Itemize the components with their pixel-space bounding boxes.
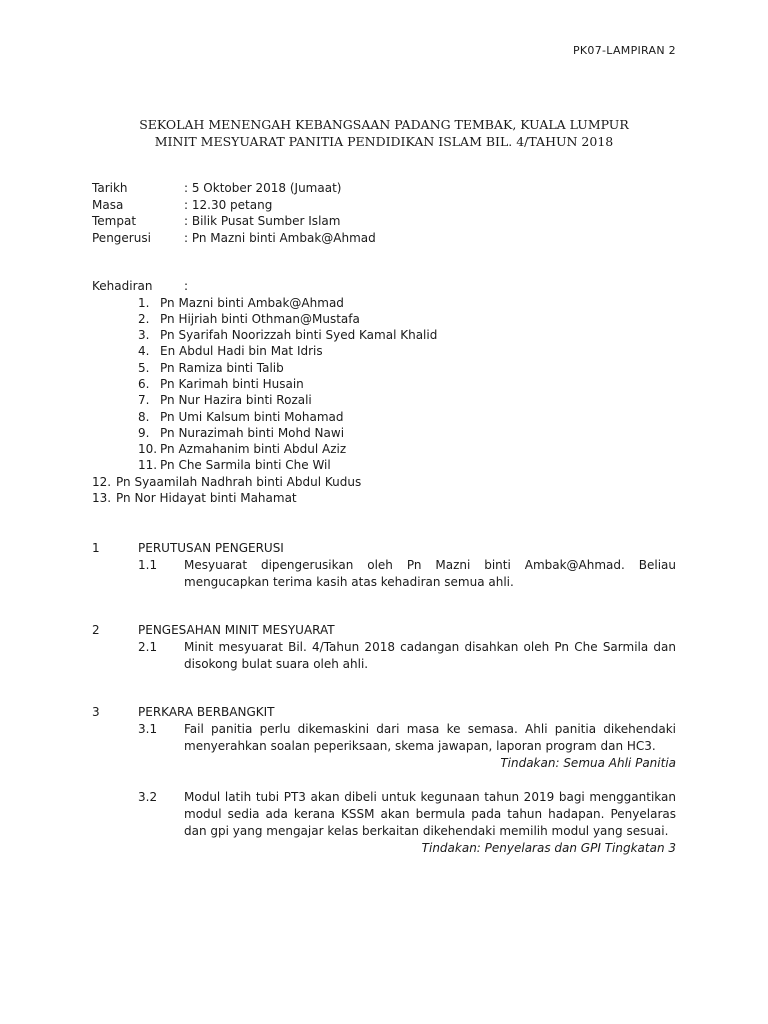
attendance-name: Pn Syaamilah Nadhrah binti Abdul Kudus	[116, 474, 362, 489]
attendance-number: 12.	[92, 474, 112, 489]
attendance-name: Pn Syarifah Noorizzah binti Syed Kamal Khalid	[160, 328, 438, 343]
meeting-info	[92, 180, 676, 246]
attendance-list	[92, 295, 676, 507]
title-line-school: SEKOLAH MENENGAH KEBANGSAAN PADANG TEMBAK, KUALA LUMPUR	[139, 117, 629, 132]
attendance-item	[92, 474, 676, 490]
info-value: : Bilik Pusat Sumber Islam	[184, 214, 341, 228]
item-number: 2.1	[138, 640, 158, 654]
item-text: Fail panitia perlu dikemaskini dari masa ke semasa. Ahli panitia dikehendaki menyerahkan soalan peperiksaan, skema jawapan, laporan program dan HC3.	[184, 722, 676, 753]
attendance-number: 5.	[138, 360, 150, 375]
minute-item	[92, 557, 676, 591]
attendance-number: 6.	[138, 376, 150, 391]
item-number: 1.1	[138, 558, 158, 572]
attendance-name: Pn Nor Hidayat binti Mahamat	[116, 491, 297, 506]
info-label: Tarikh	[92, 181, 128, 195]
attendance-number: 3.	[138, 328, 150, 343]
section-perutusan-pengerusi	[92, 540, 676, 591]
attendance-name: Pn Che Sarmila binti Che Wil	[160, 458, 331, 473]
attendance-name: Pn Nur Hazira binti Rozali	[160, 393, 312, 408]
section-number: 3	[92, 705, 100, 719]
section-heading	[92, 704, 676, 721]
action-assignee: Tindakan: Penyelaras dan GPI Tingkatan 3	[421, 841, 676, 855]
attendance-number: 13.	[92, 491, 112, 506]
title-line-minutes: MINIT MESYUARAT PANITIA PENDIDIKAN ISLAM BIL. 4/TAHUN 2018	[154, 134, 614, 149]
info-label: Pengerusi	[92, 230, 151, 245]
attendance-item	[92, 457, 676, 473]
attendance-name: Pn Nurazimah binti Mohd Nawi	[160, 425, 345, 440]
section-title: PENGESAHAN MINIT MESYUARAT	[138, 623, 335, 637]
info-value: : Pn Mazni binti Ambak@Ahmad	[184, 230, 376, 245]
info-row-place	[92, 213, 676, 230]
info-row-date	[92, 180, 676, 197]
attendance-item	[92, 376, 676, 392]
attendance-number: 8.	[138, 409, 150, 424]
item-number: 3.1	[138, 722, 158, 736]
item-text: Minit mesyuarat Bil. 4/Tahun 2018 cadangan disahkan oleh Pn Che Sarmila dan disokong bulat suara oleh ahli.	[184, 640, 676, 671]
info-label: Tempat	[92, 214, 137, 228]
attendance-name: En Abdul Hadi bin Mat Idris	[160, 344, 323, 359]
reference-code: PK07-LAMPIRAN 2	[572, 44, 676, 57]
info-row-time	[92, 197, 676, 214]
attendance-number: 11.	[138, 458, 158, 473]
section-heading	[92, 622, 676, 639]
attendance-name: Pn Ramiza binti Talib	[160, 360, 284, 375]
attendance-item	[92, 311, 676, 327]
attendance-item	[92, 360, 676, 376]
section-title: PERKARA BERBANGKIT	[138, 705, 275, 719]
attendance-item	[92, 409, 676, 425]
attendance-number: 9.	[138, 425, 150, 440]
action-assignee: Tindakan: Semua Ahli Panitia	[500, 756, 676, 770]
attendance-item	[92, 425, 676, 441]
attendance-number: 7.	[138, 393, 150, 408]
attendance-item	[92, 343, 676, 359]
attendance-section	[92, 278, 676, 506]
attendance-name: Pn Umi Kalsum binti Mohamad	[160, 409, 344, 424]
attendance-item	[92, 490, 676, 506]
attendance-name: Pn Karimah binti Husain	[160, 376, 304, 391]
attendance-name: Pn Hijriah binti Othman@Mustafa	[160, 311, 360, 326]
info-value: : 5 Oktober 2018 (Jumaat)	[184, 181, 342, 195]
info-row-chair	[92, 230, 676, 247]
minute-item	[92, 721, 676, 772]
section-title: PERUTUSAN PENGERUSI	[138, 541, 284, 555]
attendance-colon: :	[184, 279, 189, 293]
section-pengesahan-minit	[92, 622, 676, 673]
attendance-item	[92, 441, 676, 457]
attendance-item	[92, 392, 676, 408]
minute-item	[92, 789, 676, 857]
document-title	[92, 116, 676, 150]
section-number: 1	[92, 541, 100, 555]
attendance-label: Kehadiran	[92, 279, 153, 293]
attendance-number: 10.	[138, 442, 158, 457]
item-number: 3.2	[138, 790, 158, 804]
attendance-name: Pn Azmahanim binti Abdul Aziz	[160, 442, 347, 457]
attendance-item	[92, 295, 676, 311]
section-heading	[92, 540, 676, 557]
attendance-name: Pn Mazni binti Ambak@Ahmad	[160, 295, 344, 310]
section-number: 2	[92, 623, 100, 637]
attendance-number: 1.	[138, 295, 150, 310]
section-perkara-berbangkit	[92, 704, 676, 857]
attendance-item	[92, 327, 676, 343]
info-value: : 12.30 petang	[184, 197, 273, 212]
minute-item	[92, 639, 676, 673]
item-text: Modul latih tubi PT3 akan dibeli untuk kegunaan tahun 2019 bagi menggantikan modul sedia ada kerana KSSM akan bermula pada tahun hadapan. Penyelaras dan gpi yang mengajar kelas berkaitan dikehendaki memilih modul yang sesuai.	[184, 790, 676, 838]
attendance-number: 2.	[138, 311, 150, 326]
attendance-number: 4.	[138, 344, 150, 359]
item-text: Mesyuarat dipengerusikan oleh Pn Mazni binti Ambak@Ahmad. Beliau mengucapkan terima kasih atas kehadiran semua ahli.	[184, 558, 676, 589]
info-label: Masa	[92, 197, 124, 212]
attendance-header	[92, 278, 676, 295]
